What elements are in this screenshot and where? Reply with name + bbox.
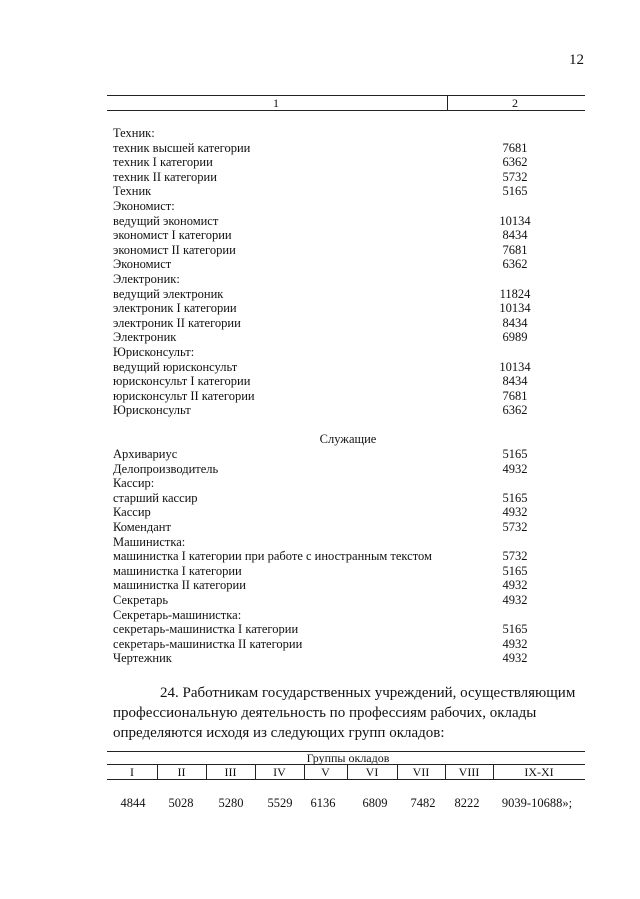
row-label: ведущий юрисконсульт: [113, 359, 238, 374]
row-value: 10134: [499, 359, 531, 374]
group-value: 6809: [362, 796, 388, 810]
row-label: Делопроизводитель: [113, 461, 219, 476]
row-label: Юрисконсульт: [113, 403, 191, 418]
row-label: секретарь-машинистка I категории: [113, 622, 299, 637]
row-value: 5165: [502, 184, 528, 199]
row-value: 7681: [502, 140, 528, 155]
groups-title: Группы окладов: [306, 751, 390, 765]
row-label: электроник I категории: [113, 301, 237, 316]
group-value: 9039-10688»;: [501, 796, 573, 810]
row-label: Кассир:: [113, 476, 155, 491]
row-label: машинистка II категории: [113, 578, 246, 593]
row-value: 5165: [502, 563, 528, 578]
row-label: Комендант: [113, 520, 171, 534]
row-label: Электроник:: [113, 272, 180, 286]
group-value: 5280: [218, 796, 244, 810]
row-value: 5165: [502, 490, 528, 505]
group-header: VIII: [458, 765, 480, 779]
row-label: Кассир: [113, 505, 151, 520]
row-label: техник I категории: [113, 155, 213, 170]
row-label: машинистка I категории при работе с иностранным текстом: [113, 549, 432, 564]
row-value: 6362: [502, 403, 528, 418]
header-column-divider: [447, 95, 448, 110]
row-label: Техник: [113, 184, 152, 199]
header-col-1: 1: [273, 96, 279, 110]
row-label: Техник:: [113, 126, 155, 140]
row-value: 8434: [502, 228, 528, 243]
row-label: электроник II категории: [113, 315, 241, 330]
group-header: II: [177, 765, 186, 779]
group-header: V: [321, 765, 330, 779]
row-value: 4932: [502, 505, 528, 520]
row-label: Секретарь: [113, 593, 169, 607]
row-label: Секретарь-машинистка:: [113, 607, 242, 622]
row-value: 11824: [499, 286, 531, 301]
row-label: экономист II категории: [113, 242, 236, 257]
row-label: техник II категории: [113, 169, 217, 184]
page-number: 12: [569, 52, 584, 68]
row-value: 7681: [502, 242, 528, 257]
section-title: Служащие: [319, 432, 377, 446]
row-value: 10134: [499, 301, 531, 316]
row-value: 5732: [502, 520, 528, 534]
row-label: секретарь-машинистка II категории: [113, 636, 303, 651]
row-value: 6362: [502, 257, 528, 272]
row-value: 6362: [502, 155, 528, 170]
paragraph-line-3: определяются исходя из следующих групп окладов:: [113, 725, 445, 741]
row-value: 4932: [502, 578, 528, 593]
group-value: 7482: [410, 796, 436, 810]
row-value: 4932: [502, 461, 528, 476]
row-value: 5732: [502, 549, 528, 564]
row-label: старший кассир: [113, 490, 198, 505]
row-label: Электроник: [113, 330, 177, 345]
row-value: 5165: [502, 447, 528, 461]
row-label: юрисконсульт I категории: [113, 374, 251, 389]
row-label: ведущий электроник: [113, 286, 224, 301]
row-value: 4932: [502, 636, 528, 651]
group-value: 4844: [120, 796, 146, 810]
row-label: экономист I категории: [113, 228, 232, 243]
row-label: Экономист: [113, 257, 172, 272]
row-label: ведущий экономист: [113, 213, 219, 228]
group-value: 5028: [168, 796, 194, 810]
group-header: III: [224, 765, 237, 779]
row-label: Архивариус: [113, 447, 178, 461]
row-value: 4932: [502, 651, 528, 666]
row-value: 8434: [502, 315, 528, 330]
row-label: юрисконсульт II категории: [113, 388, 255, 403]
row-label: Экономист:: [113, 199, 175, 213]
groups-bottom-rule: [107, 779, 585, 780]
row-value: 10134: [499, 213, 531, 228]
group-header: I: [130, 765, 134, 779]
row-label: Юрисконсульт:: [113, 345, 195, 359]
group-value: 6136: [310, 796, 336, 810]
header-col-2: 2: [512, 96, 518, 110]
row-value: 4932: [502, 593, 528, 607]
row-value: 5732: [502, 169, 528, 184]
group-value: 8222: [454, 796, 480, 810]
paragraph-line-2: профессиональную деятельность по профессиям рабочих, оклады: [113, 705, 537, 721]
row-label: Машинистка:: [113, 534, 186, 549]
row-label: техник высшей категории: [113, 140, 251, 155]
row-value: 8434: [502, 374, 528, 389]
row-label: машинистка I категории: [113, 563, 242, 578]
row-value: 6989: [502, 330, 528, 345]
group-value: 5529: [267, 796, 293, 810]
group-header: VII: [412, 765, 430, 779]
group-header: VI: [365, 765, 379, 779]
group-header: IX-XI: [524, 765, 554, 779]
row-value: 5165: [502, 622, 528, 637]
row-value: 7681: [502, 388, 528, 403]
paragraph-line-1: 24. Работникам государственных учреждений, осуществляющим: [160, 685, 576, 701]
row-label: Чертежник: [113, 651, 172, 666]
group-header: IV: [273, 765, 286, 779]
